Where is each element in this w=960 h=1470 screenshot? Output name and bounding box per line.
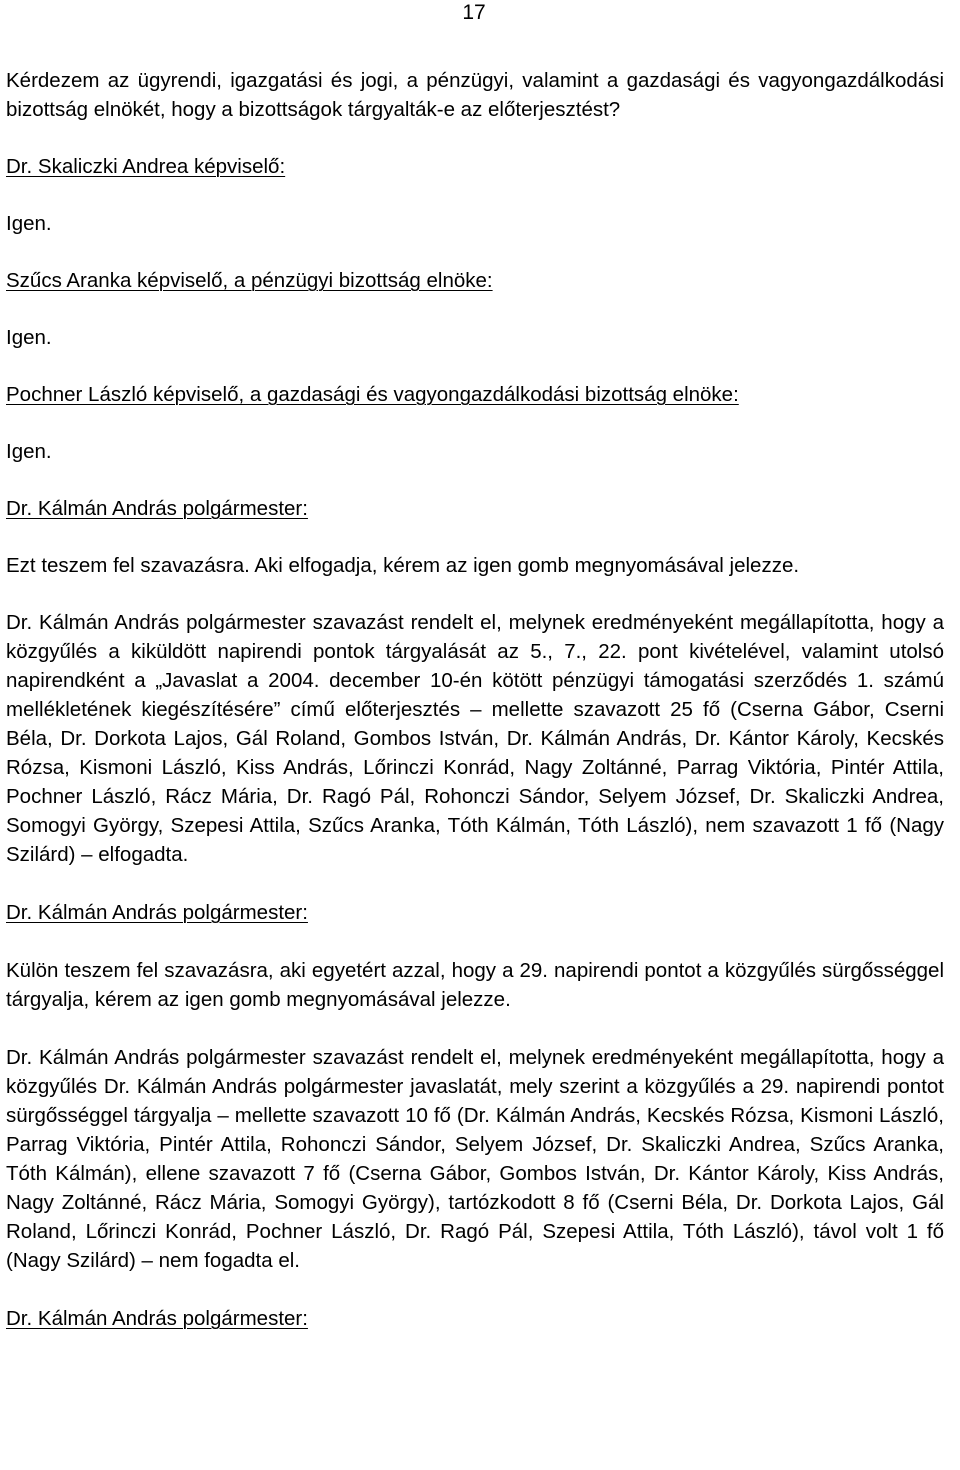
speaker-kalman: Dr. Kálmán András polgármester: [6, 1307, 308, 1330]
speaker-kalman: Dr. Kálmán András polgármester: [6, 497, 308, 520]
document-body [6, 66, 944, 1333]
speaker-skaliczki: Dr. Skaliczki Andrea képviselő: [6, 155, 286, 178]
vote-result-paragraph: Dr. Kálmán András polgármester szavazást rendelt el, melynek eredményeként megállapította, hogy a közgyűlés Dr. Kálmán András polgármester javaslatát, mely szerint a közgyűlés a 29. napirendi pontot sürgősséggel tárgyalja – mellette szavazott 10 fő (Dr. Kálmán András, Kecskés Rózsa, Kismoni László, Parrag Viktória, Pintér Attila, Rohonczi Sándor, Selyem József, Dr. Skaliczki Andrea, Szűcs Aranka, Tóth Kálmán), ellene szavazott 7 fő (Cserna Gábor, Gombos István, Dr. Kántor Károly, Kiss András, Nagy Zoltánné, Rácz Mária, Somogyi György), tartózkodott 8 fő (Cserni Béla, Dr. Dorkota Lajos, Gál Roland, Lőrinczi Konrád, Pochner László, Dr. Ragó Pál, Szepesi Attila, Tóth László), távol volt 1 fő (Nagy Szilárd) – nem fogadta el. [6, 1046, 944, 1272]
page-number: 17 [462, 1, 486, 24]
speaker-kalman: Dr. Kálmán András polgármester: [6, 901, 308, 924]
vote-result-paragraph: Dr. Kálmán András polgármester szavazást rendelt el, melynek eredményeként megállapította, hogy a közgyűlés a kiküldött napirendi pontok tárgyalását az 5., 7., 22. pont kivételével, valamint utolsó napirendként a „Javaslat a 2004. december 10-én kötött pénzügyi támogatási szerződés 1. számú mellékletének kiegészítésére” című előterjesztés – mellette szavazott 25 fő (Cserna Gábor, Cserni Béla, Dr. Dorkota Lajos, Gál Roland, Gombos István, Dr. Kálmán András, Dr. Kántor Károly, Kecskés Rózsa, Kismoni László, Kiss András, Lőrinczi Konrád, Nagy Zoltánné, Parrag Viktória, Pintér Attila, Pochner László, Rácz Mária, Dr. Ragó Pál, Rohonczi Sándor, Selyem József, Dr. Skaliczki Andrea, Somogyi György, Szepesi Attila, Szűcs Aranka, Tóth Kálmán, Tóth László), nem szavazott 1 fő (Nagy Szilárd) – elfogadta. [6, 611, 944, 866]
speaker-pochner: Pochner László képviselő, a gazdasági és vagyongazdálkodási bizottság elnöke: [6, 383, 739, 406]
answer-paragraph: Igen. [6, 440, 52, 463]
vote-call-paragraph: Külön teszem fel szavazásra, aki egyetért azzal, hogy a 29. napirendi pontot a közgyűlés sürgősséggel tárgyalja, kérem az igen gomb megnyomásával jelezze. [6, 959, 944, 1011]
answer-paragraph: Igen. [6, 326, 52, 349]
question-paragraph: Kérdezem az ügyrendi, igazgatási és jogi, a pénzügyi, valamint a gazdasági és vagyongazdálkodási bizottság elnökét, hogy a bizottságok tárgyalták-e az előterjesztést? [6, 69, 944, 121]
speaker-szucs: Szűcs Aranka képviselő, a pénzügyi bizottság elnöke: [6, 269, 493, 292]
vote-call-paragraph: Ezt teszem fel szavazásra. Aki elfogadja, kérem az igen gomb megnyomásával jelezze. [6, 554, 800, 577]
answer-paragraph: Igen. [6, 212, 52, 235]
